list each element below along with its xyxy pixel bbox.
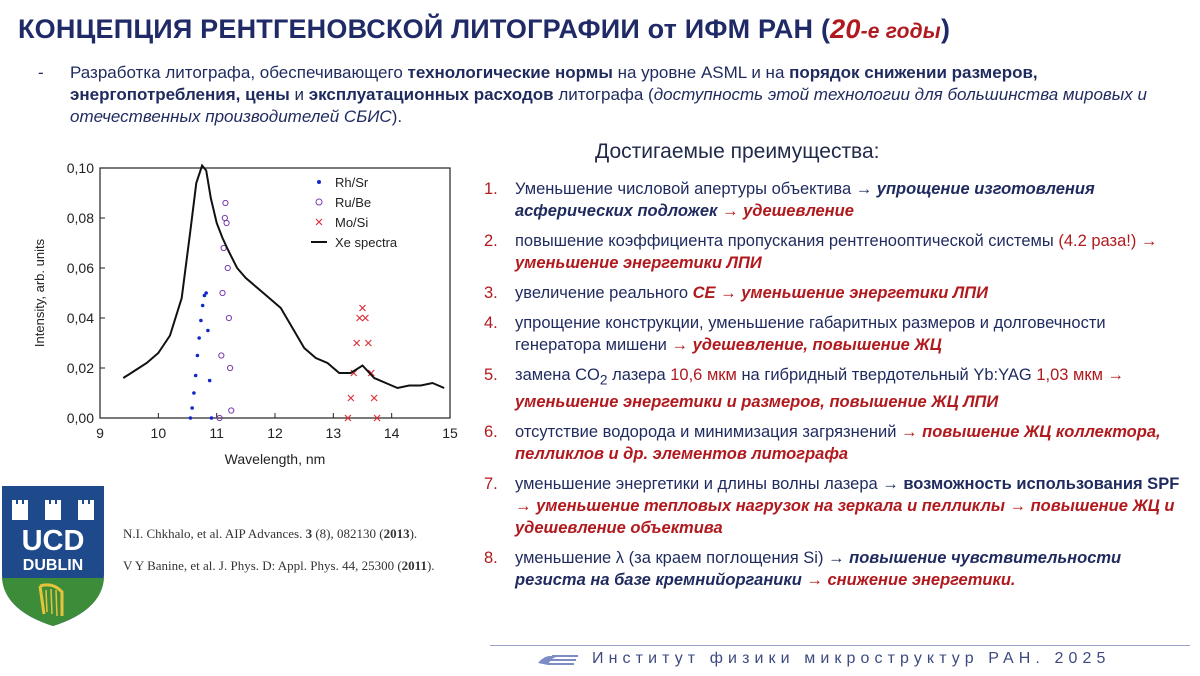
- y-axis-label: Intensity, arb. units: [32, 238, 47, 348]
- data-point: [189, 416, 193, 420]
- advantage-item-2: 2. повышение коэффициента пропускания рентгенооптической системы (4.2 раза!) → уменьшение энергетики ЛПИ: [484, 232, 1158, 272]
- data-point: [362, 315, 368, 321]
- data-point: [360, 305, 366, 311]
- spectra-chart: [20, 150, 475, 475]
- series-ru-be: [217, 200, 234, 420]
- legend-swatch: [316, 219, 322, 225]
- data-point: [196, 354, 200, 358]
- data-point: [220, 290, 225, 295]
- footer-divider: [490, 645, 1190, 646]
- xe-spectra-line: [123, 166, 444, 389]
- x-tick-label: 14: [383, 425, 400, 441]
- data-point: [227, 365, 232, 370]
- logo-line1: UCD: [21, 525, 85, 557]
- reference-1: N.I. Chkhalo, et al. AIP Advances. 3 (8), 082130 (2013).: [123, 526, 418, 541]
- advantage-item-5: 5. замена $CO_2$ лазера 10,6 мкм на гибридный твердотельный Yb:YAG 1,03 мкм → уменьшение энергетики и размеров, повышение ЖЦ ЛПИ: [484, 366, 1125, 412]
- series-mo-si: [345, 305, 380, 421]
- legend-label: Ru/Be: [335, 195, 372, 210]
- data-point: [223, 200, 228, 205]
- footer-text: Институт физики микроструктур РАН. 2025: [592, 650, 1111, 667]
- logo-line2: DUBLIN: [22, 557, 84, 574]
- data-point: [371, 395, 377, 401]
- series-rh-sr: [189, 291, 214, 420]
- data-point: [348, 395, 354, 401]
- data-point: [354, 340, 360, 346]
- data-point: [190, 406, 194, 410]
- title-highlight: 20-е годы: [830, 14, 941, 44]
- data-point: [208, 379, 212, 383]
- advantage-item-1: 1. Уменьшение числовой апертуры объектива → упрощение изготовления асферических подложек → удешевление: [484, 180, 1095, 220]
- data-point: [224, 220, 229, 225]
- x-tick-label: 15: [442, 425, 458, 441]
- series-xe-spectra: [123, 166, 444, 389]
- chart-axes: [32, 160, 458, 467]
- advantage-item-4: 4. упрощение конструкции, уменьшение габаритных размеров и долговечности генератора мишени → удешевление, повышение ЖЦ: [484, 314, 1106, 354]
- advantage-item-7: 7. уменьшение энергетики и длины волны лазера → возможность использования SPF → уменьшение тепловых нагрузок на зеркала и пелликлы → повышение ЖЦ и удешевление объектива: [484, 475, 1180, 538]
- data-point: [194, 374, 198, 378]
- legend-label: Rh/Sr: [335, 175, 369, 190]
- data-point: [226, 315, 231, 320]
- x-tick-label: 10: [150, 425, 167, 441]
- chart-legend: [311, 175, 398, 250]
- bullet-dash: -: [38, 63, 44, 82]
- x-tick-label: 13: [325, 425, 342, 441]
- data-point: [201, 304, 205, 308]
- data-point: [204, 291, 208, 295]
- legend-label: Mo/Si: [335, 215, 369, 230]
- institute-logo-icon: [536, 651, 580, 669]
- advantages-list: [480, 178, 1190, 599]
- data-point: [210, 416, 214, 420]
- x-axis-label: Wavelength, nm: [224, 451, 326, 467]
- y-tick-label: 0,10: [66, 160, 94, 176]
- advantage-item-8: 8. уменьшение λ (за краем поглощения Si) → повышение чувствительности резиста на базе кремнийорганики → снижение энергетики.: [484, 549, 1122, 590]
- data-point: [199, 319, 203, 323]
- intro-paragraph: [38, 62, 1168, 128]
- x-tick-label: 11: [209, 425, 224, 441]
- ucd-logo: [0, 486, 106, 626]
- legend-label: Xe spectra: [335, 235, 398, 250]
- intro-text: Разработка литографа, обеспечивающего технологические нормы на уровне ASML и на порядок снижении размеров, энергопотребления, цены и эксплуатационных расходов литографа (доступность этой технологии для большинства мировых и отечественных производителей СБИС).: [70, 63, 1147, 126]
- advantage-item-3: 3. увеличение реального CE → уменьшение энергетики ЛПИ: [484, 284, 988, 302]
- advantages-title: Достигаемые преимущества:: [595, 140, 880, 163]
- reference-2: V Y Banine, et al. J. Phys. D: Appl. Phys. 44, 25300 (2011).: [123, 558, 435, 573]
- data-point: [357, 315, 363, 321]
- data-point: [219, 353, 224, 358]
- data-point: [229, 408, 234, 413]
- data-point: [206, 329, 210, 333]
- title-main: КОНЦЕПЦИЯ РЕНТГЕНОВСКОЙ ЛИТОГРАФИИ от ИФМ РАН (: [18, 14, 831, 44]
- data-point: [365, 340, 371, 346]
- chart-series: [123, 166, 444, 422]
- legend-swatch: [316, 199, 322, 205]
- data-point: [192, 391, 196, 395]
- data-point: [225, 265, 230, 270]
- advantage-item-6: 6. отсутствие водорода и минимизация загрязнений → повышение ЖЦ коллектора, пелликлов и др. элементов литографа: [484, 423, 1161, 464]
- data-point: [222, 215, 227, 220]
- y-tick-label: 0,02: [66, 360, 94, 376]
- x-tick-label: 9: [96, 425, 104, 441]
- x-tick-label: 12: [267, 425, 283, 441]
- y-tick-label: 0,00: [66, 410, 94, 426]
- y-tick-label: 0,08: [66, 210, 94, 226]
- title-close: ): [940, 14, 951, 44]
- y-tick-label: 0,04: [66, 310, 94, 326]
- plot-frame: [100, 168, 450, 418]
- page-title: [18, 14, 1188, 45]
- legend-swatch: [317, 180, 321, 184]
- data-point: [197, 336, 201, 340]
- references: [123, 518, 435, 582]
- y-tick-label: 0,06: [66, 260, 94, 276]
